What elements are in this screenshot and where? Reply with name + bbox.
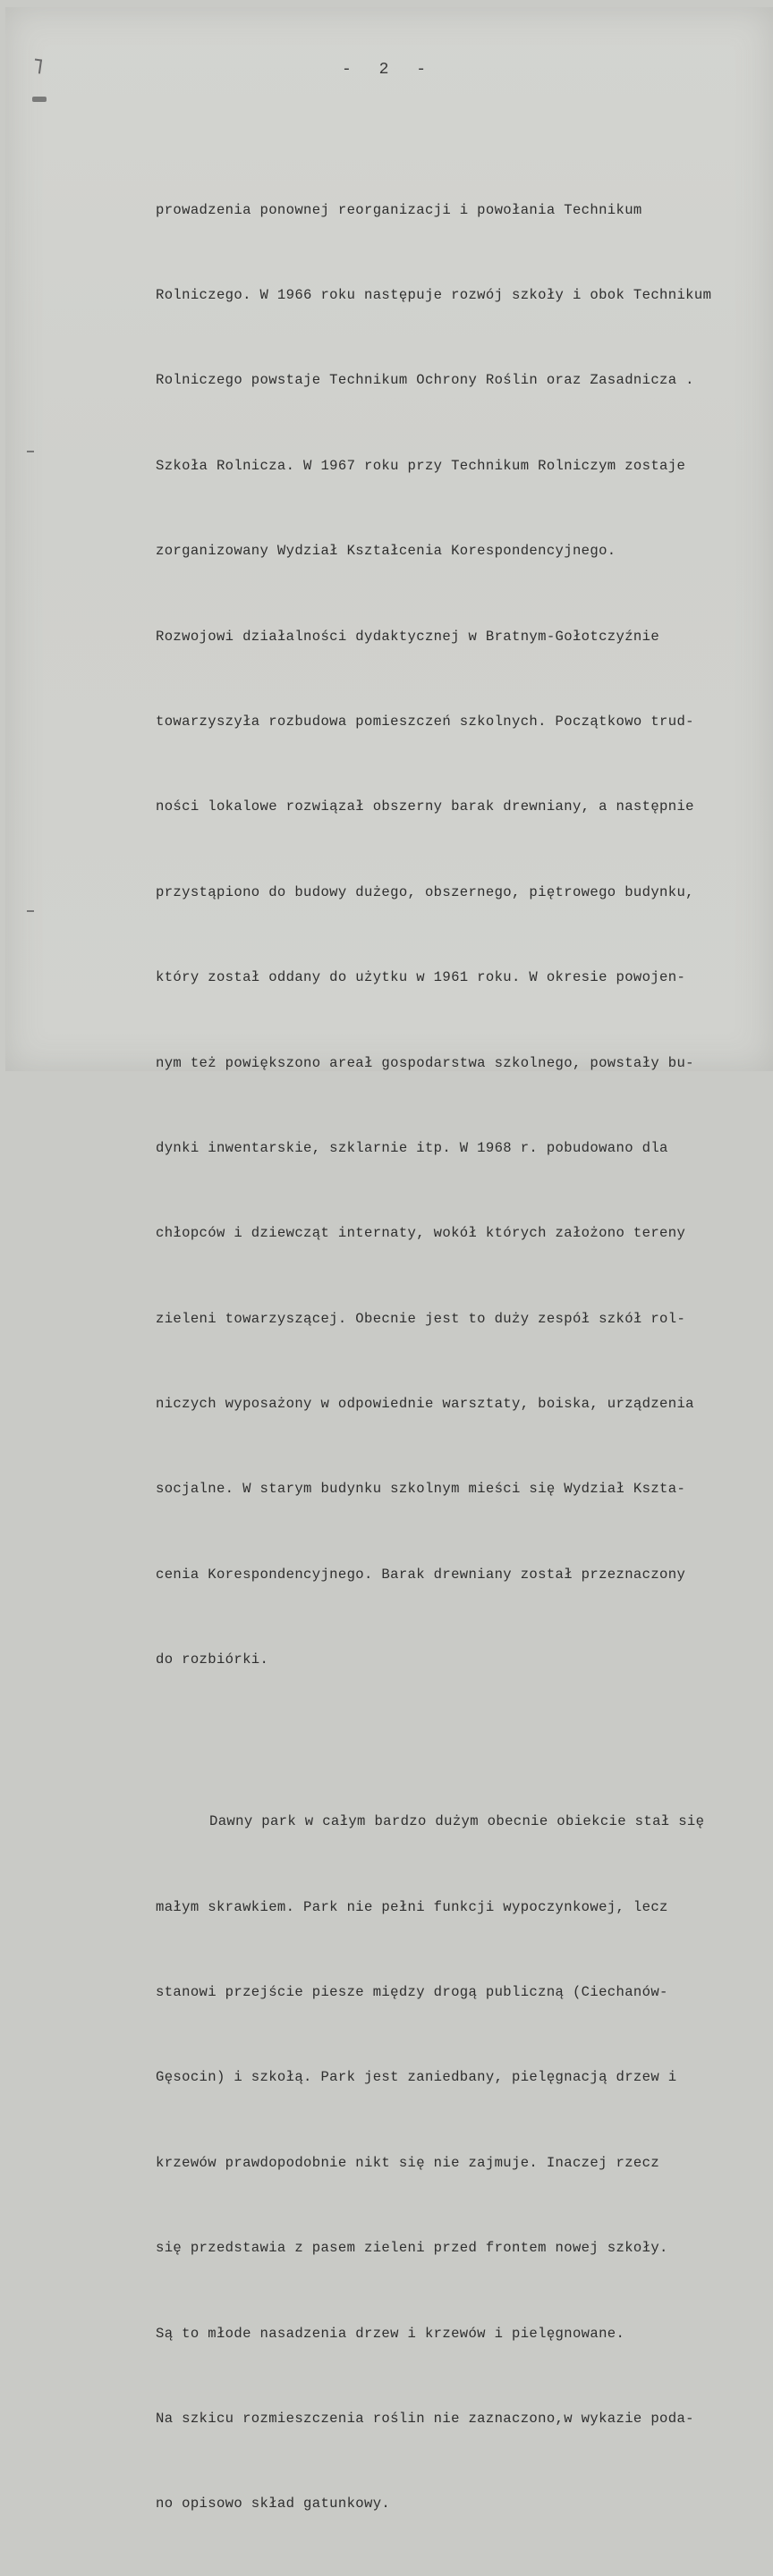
margin-tick-mark (27, 451, 34, 452)
text-line: socjalne. W starym budynku szkolnym mieści się Wydział Kszta- (156, 1481, 686, 1498)
text-line: zorganizowany Wydział Kształcenia Korespondencyjnego. (156, 543, 616, 560)
text-line: ności lokalowe rozwiązał obszerny barak drewniany, a następnie (156, 798, 694, 815)
paragraph-gap (156, 1732, 764, 1752)
text-line: który został oddany do użytku w 1961 roku. W okresie powojen- (156, 969, 686, 986)
text-line: stanowi przejście piesze między drogą publiczną (Ciechanów- (156, 1984, 668, 2000)
text-line: Gęsocin) i szkołą. Park jest zaniedbany, pielęgnacją drzew i (156, 2069, 677, 2086)
margin-stamp-mark (30, 93, 50, 106)
text-line: nym też powiększono areał gospodarstwa szkolnego, powstały bu- (156, 1054, 694, 1071)
text-line: Rolniczego powstaje Technikum Ochrony Roślin oraz Zasadnicza . (156, 372, 694, 389)
margin-tick-mark (27, 910, 34, 912)
text-line: Dawny park w całym bardzo dużym obecnie obiekcie stał się (209, 1813, 705, 1830)
document-page (5, 7, 773, 2513)
text-line: prowadzenia ponownej reorganizacji i powołania Technikum (156, 201, 642, 218)
text-line: Na szkicu rozmieszczenia roślin nie zaznaczono,w wykazie poda- (156, 2410, 694, 2427)
page-number: - 2 - (342, 61, 436, 79)
text-line: dynki inwentarskie, szklarnie itp. W 1968 r. pobudowano dla (156, 1139, 668, 1156)
margin-pencil-mark (30, 59, 43, 79)
text-line: się przedstawia z pasem zieleni przed frontem nowej szkoły. (156, 2240, 668, 2257)
text-line: Rozwojowi działalności dydaktycznej w Bratnym-Gołotczyźnie (156, 628, 660, 645)
text-line: Są to młode nasadzenia drzew i krzewów i pielęgnowane. (156, 2325, 625, 2342)
text-line: krzewów prawdopodobnie nikt się nie zajmuje. Inaczej rzecz (156, 2154, 660, 2171)
text-line: przystąpiono do budowy dużego, obszernego, piętrowego budynku, (156, 883, 694, 900)
text-line: no opisowo skład gatunkowy. (156, 2496, 391, 2513)
text-line: zieleni towarzyszącej. Obecnie jest to duży zespół szkół rol- (156, 1310, 686, 1327)
text-line: chłopców i dziewcząt internaty, wokół których założono tereny (156, 1225, 686, 1242)
typewritten-body (156, 139, 764, 2576)
text-line: małym skrawkiem. Park nie pełni funkcji wypoczynkowej, lecz (156, 1898, 668, 1915)
text-line: niczych wyposażony w odpowiednie warsztaty, boiska, urządzenia (156, 1396, 694, 1413)
text-line: Szkoła Rolnicza. W 1967 roku przy Technikum Rolniczym zostaje (156, 457, 686, 474)
text-line: cenia Korespondencyjnego. Barak drewniany został przeznaczony (156, 1566, 686, 1583)
text-line: do rozbiórki. (156, 1651, 269, 1668)
text-line: Rolniczego. W 1966 roku następuje rozwój szkoły i obok Technikum (156, 286, 712, 303)
text-line: towarzyszyła rozbudowa pomieszczeń szkolnych. Początkowo trud- (156, 713, 694, 730)
